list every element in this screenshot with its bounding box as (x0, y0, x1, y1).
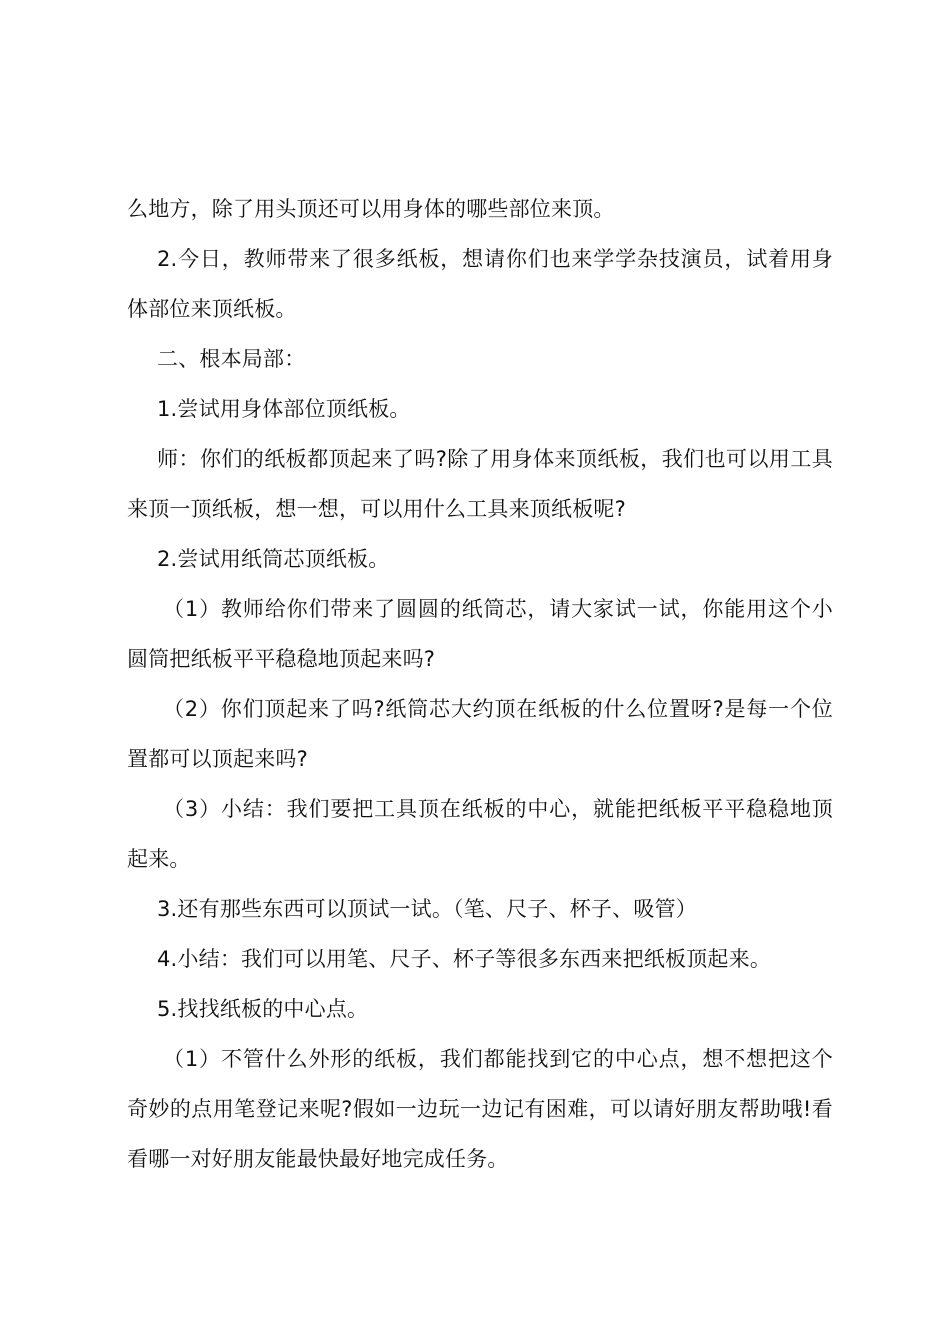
paragraph-continuation: 么地方，除了用头顶还可以用身体的哪些部位来顶。 (127, 197, 615, 221)
paragraph-sub-1: （1）教师给你们带来了圆圆的纸筒芯，请大家试一试，你能用这个小圆筒把纸板平平稳稳地顶起来吗? (127, 597, 833, 671)
paragraph-step-5: 5.找找纸板的中心点。 (157, 997, 369, 1021)
document-body (127, 184, 833, 1184)
paragraph-step-4-summary: 4.小结：我们可以用笔、尺子、杯子等很多东西来把纸板顶起来。 (157, 947, 772, 971)
paragraph-sub-2: （2）你们顶起来了吗?纸筒芯大约顶在纸板的什么位置呀?是每一个位置都可以顶起来吗? (127, 697, 833, 771)
paragraph-teacher-question: 师：你们的纸板都顶起来了吗?除了用身体来顶纸板，我们也可以用工具来顶一顶纸板，想一想，可以用什么工具来顶纸板呢? (127, 447, 833, 521)
paragraph-step-2-intro: 2.今日，教师带来了很多纸板，想请你们也来学学杂技演员，试着用身体部位来顶纸板。 (127, 247, 833, 321)
paragraph-step-3: 3.还有那些东西可以顶试一试。（笔、尺子、杯子、吸管） (157, 897, 697, 921)
paragraph-sub-3-summary: （3）小结：我们要把工具顶在纸板的中心，就能把纸板平平稳稳地顶起来。 (127, 797, 833, 871)
paragraph-step-1: 1.尝试用身体部位顶纸板。 (157, 397, 411, 421)
paragraph-step-5-sub-1: （1）不管什么外形的纸板，我们都能找到它的中心点，想不想把这个奇妙的点用笔登记来呢?假如一边玩一边记有困难，可以请好朋友帮助哦!看看哪一对好朋友能最快最好地完成任务。 (127, 1047, 833, 1171)
section-heading-basic-part: 二、根本局部： (157, 347, 306, 371)
paragraph-step-2: 2.尝试用纸筒芯顶纸板。 (157, 547, 390, 571)
